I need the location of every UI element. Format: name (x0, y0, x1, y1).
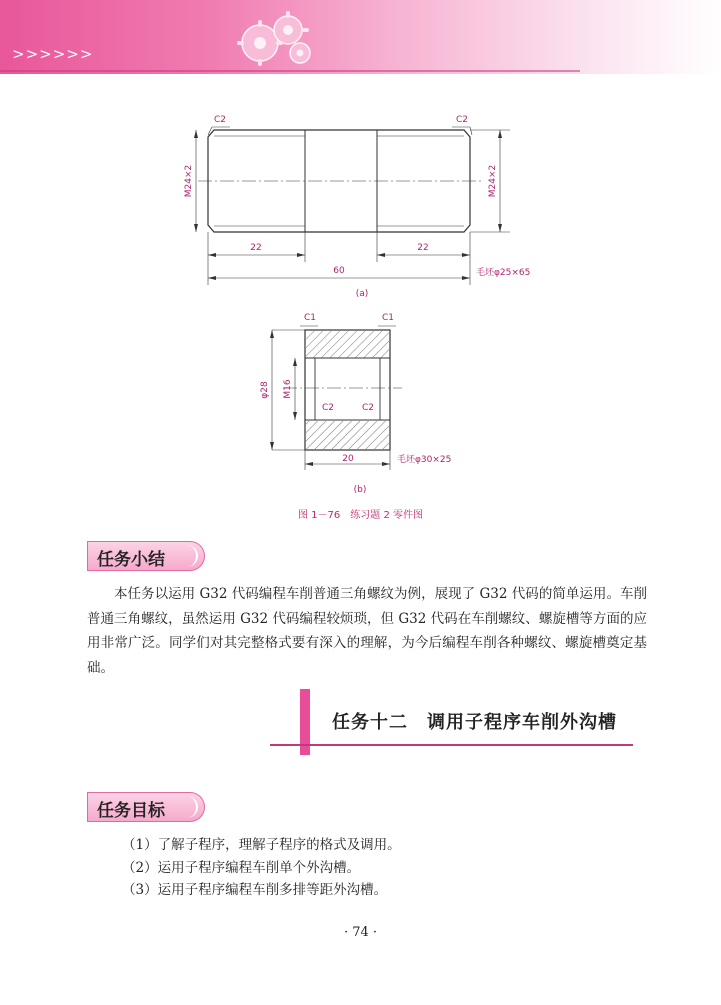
b-outer-dia: φ28 (260, 381, 270, 399)
b-thread: M16 (283, 379, 293, 399)
b-chamfer-left: C1 (304, 313, 317, 323)
summary-paragraph (87, 582, 647, 680)
a-label: (a) (355, 289, 369, 299)
header-chevrons: >>>>>> (12, 45, 94, 63)
b-label: (b) (353, 485, 367, 495)
page-number: · 74 · (343, 925, 378, 940)
summary-text: 本任务以运用 G32 代码编程车削普通三角螺纹为例，展现了 G32 代码的简单运用。车削普通三角螺纹，虽然运用 G32 代码编程较烦琐，但 G32 代码在车削螺纹、螺旋槽等方面的应用非常广泛。同学们对其完整格式要有深入的理解，为今后编程车削各种螺纹、螺旋槽奠定基础。 (87, 586, 647, 676)
goal-item: （2）运用子程序编程车削单个外沟槽。 (122, 859, 361, 876)
task-title-block (300, 689, 635, 759)
a-len-total: 60 (333, 266, 345, 276)
goals-list (122, 834, 401, 902)
task-title: 任务十二 调用子程序车削外沟槽 (332, 712, 617, 733)
goal-item: （1）了解子程序，理解子程序的格式及调用。 (122, 837, 401, 853)
part-drawing (0, 0, 721, 500)
goal-item: （3）运用子程序编程车削多排等距外沟槽。 (122, 882, 388, 898)
a-len-left: 22 (250, 243, 262, 253)
summary-heading-tag (87, 541, 205, 571)
b-chamfer-right: C1 (382, 313, 395, 323)
a-chamfer-right: C2 (456, 115, 469, 125)
b-inner-chamfer-left: C2 (322, 403, 335, 413)
b-inner-chamfer-right: C2 (362, 403, 375, 413)
a-blank-size: 毛坯φ25×65 (476, 268, 531, 278)
b-blank-size: 毛坯φ30×25 (397, 455, 452, 465)
goals-heading-tag (87, 792, 205, 822)
a-thread-right: M24×2 (488, 164, 498, 198)
a-len-right: 22 (417, 243, 429, 253)
goals-heading: 任务目标 (97, 801, 165, 821)
figure-caption: 图 1－76 练习题 2 零件图 (298, 510, 423, 521)
b-length: 20 (342, 454, 354, 464)
summary-heading: 任务小结 (97, 550, 165, 570)
a-chamfer-left: C2 (214, 115, 227, 125)
a-thread-left: M24×2 (184, 164, 194, 198)
task-title-underline (270, 744, 633, 746)
